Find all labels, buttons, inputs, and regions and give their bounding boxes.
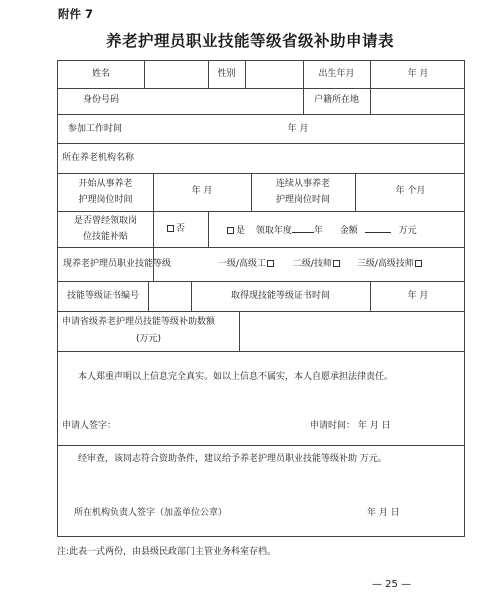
year-text: 领取年度 [255,226,292,236]
row-divider [58,247,464,248]
row-divider [58,211,464,212]
start-post-label: 开始从事养老 [78,179,133,189]
checkbox-no[interactable] [167,225,174,232]
application-form-table [57,60,465,537]
col-divider [144,61,145,88]
row-divider [58,143,464,144]
checkbox-yes[interactable] [227,227,234,234]
work-start-label: 参加工作时间 [68,124,123,134]
checkbox-level-2[interactable] [333,260,340,267]
birth-value: 年 月 [407,69,429,79]
col-divider [245,61,246,88]
wan-yuan-unit: 万元 [398,226,417,236]
option-no[interactable]: 否 [166,223,185,236]
col-divider [239,311,240,351]
checkbox-level-1[interactable] [267,260,274,267]
leader-signature: 所在机构负责人签字（加盖单位公章） [74,508,228,518]
level-options: 一级/高级工 二级/技师 三级/高级技师 [218,258,424,271]
applicant-signature: 申请人签字： [62,421,117,431]
name-label: 姓名 [91,69,110,79]
institution-label: 所在养老机构名称 [62,153,135,163]
year-suffix: 年 [313,226,323,236]
id-label: 身份号码 [82,95,119,105]
apply-amount-unit: (万元) [135,334,162,344]
hukou-label: 户籍所在地 [313,95,359,105]
checkbox-level-3[interactable] [415,260,422,267]
col-divider [208,211,209,247]
declaration-text: 本人郑重声明以上信息完全真实。如以上信息不属实，本人自愿承担法律责任。 [78,372,394,382]
apply-amount-label: 申请省级养老护理员技能等级补助数额 [62,317,216,327]
review-text: 经审查，该同志符合资助条件，建议给予养老护理员职业技能等级补助 万元。 [78,454,387,464]
subsidy-question-label: 是否曾经领取岗 [73,216,137,226]
cert-number-label: 技能等级证书编号 [66,291,139,301]
footnote: 注:此表一式两份，由县级民政部门主管业务科室存档。 [57,547,277,557]
form-title: 养老护理员职业技能等级省级补助申请表 [105,31,394,50]
attachment-label: 附件 7 [58,7,94,21]
continuous-post-label: 护理岗位时间 [275,195,330,205]
year-blank[interactable] [292,223,314,233]
birth-label: 出生年月 [318,69,355,79]
row-divider [58,281,464,282]
option-yes[interactable]: 是 领取年度 年 金额 万元 [226,223,417,238]
row-divider [58,445,464,446]
amount-text: 金额 [339,226,358,236]
skill-level-label: 现养老护理员职业技能等级 [63,259,172,269]
row-divider [58,114,464,115]
row-divider [58,173,464,174]
page-number: — 25 — [372,579,412,590]
continuous-post-value: 年 个月 [395,186,426,196]
col-divider [148,281,149,311]
gender-label: 性别 [217,69,236,79]
start-post-value: 年 月 [191,186,213,196]
amount-blank[interactable] [365,223,391,233]
cert-time-value: 年 月 [407,291,429,301]
row-divider [58,88,464,89]
start-post-label: 护理岗位时间 [78,195,133,205]
continuous-post-label: 连续从事养老 [275,179,330,189]
work-start-value: 年 月 [287,124,309,134]
row-divider [58,351,464,352]
sign-date: 年 月 日 [367,508,400,518]
apply-time: 申请时间： 年 月 日 [310,421,391,431]
subsidy-question-label: 位技能补贴 [82,232,128,242]
row-divider [58,311,464,312]
cert-time-label: 取得现技能等级证书时间 [230,291,330,301]
